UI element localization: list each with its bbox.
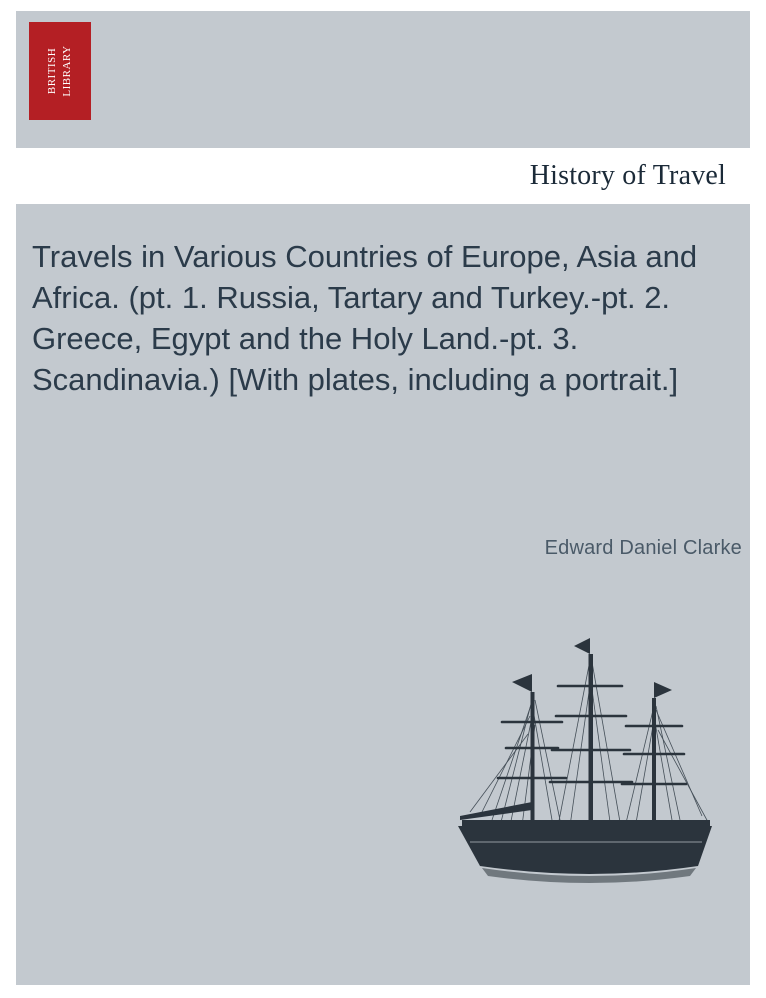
bottom-margin <box>0 985 766 998</box>
logo-text-block <box>29 22 91 120</box>
top-margin <box>0 0 766 11</box>
category-band <box>16 148 750 204</box>
author-label: Edward Daniel Clarke <box>544 537 742 559</box>
logo-line-2: LIBRARY <box>61 45 73 97</box>
title-area <box>32 236 734 400</box>
british-library-logo <box>29 22 91 120</box>
sailing-ship-illustration <box>440 630 730 910</box>
author-area <box>32 537 742 560</box>
logo-line-1: BRITISH <box>46 47 59 95</box>
page-title: Travels in Various Countries of Europe, Asia and Africa. (pt. 1. Russia, Tartary and Turkey.-pt. 2. Greece, Egypt and the Holy Land.-pt. 3. Scandinavia.) [With plates, including a portrait.] <box>32 239 698 397</box>
category-label: History of Travel <box>529 160 726 191</box>
